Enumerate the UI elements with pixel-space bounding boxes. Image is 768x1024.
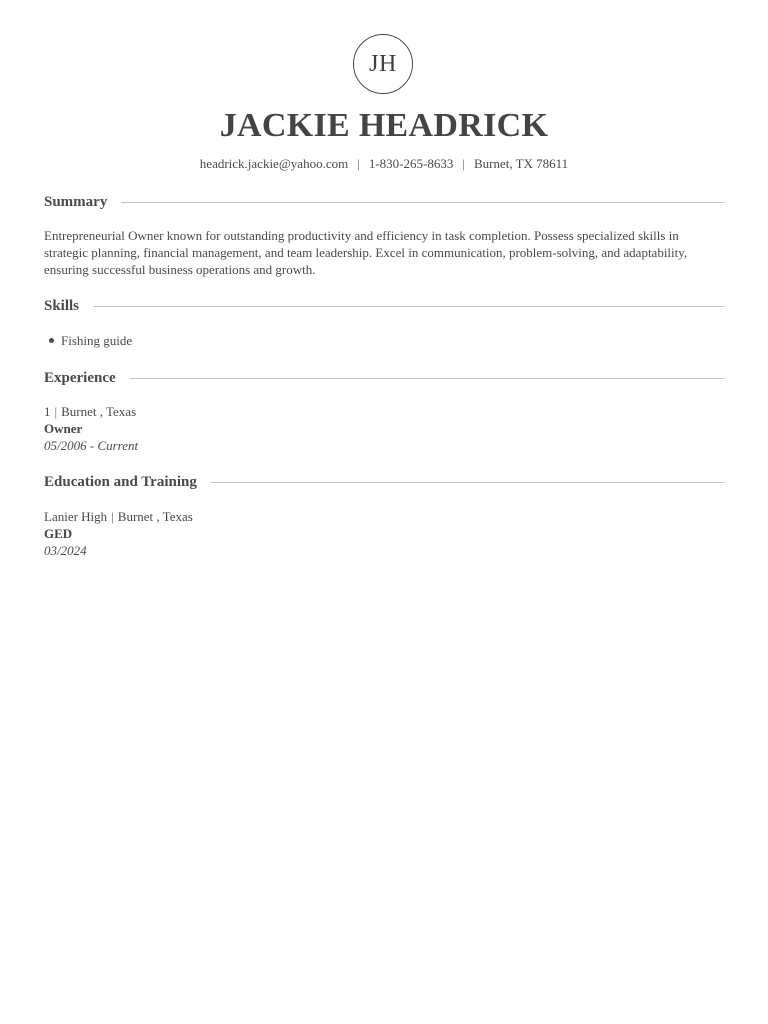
contact-separator: | [357, 156, 360, 171]
org-separator: | [54, 404, 58, 419]
education-dates: 03/2024 [44, 543, 87, 558]
monogram-initials: JH [369, 50, 397, 77]
education-section-header [44, 472, 724, 492]
education-location: Burnet , Texas [117, 509, 193, 524]
education-title: Education and Training [44, 473, 197, 490]
section-divider [121, 202, 724, 203]
summary-text: Entrepreneurial Owner known for outstanding productivity and efficiency in task completion. Possess specialized skills in strategic planning, financial management, and team leadership. Excel in communication, problem-solving, and adaptability, ensuring successful business operations and growth. [44, 228, 688, 277]
experience-section-header [44, 368, 724, 388]
skill-label: Fishing guide [61, 333, 133, 348]
summary-title: Summary [44, 193, 108, 210]
contact-email: headrick.jackie@yahoo.com [199, 156, 349, 171]
experience-location: Burnet , Texas [61, 404, 137, 419]
skills-title: Skills [44, 297, 80, 314]
summary-section-header [44, 192, 724, 212]
education-entry [44, 508, 726, 559]
section-divider [93, 306, 724, 307]
candidate-name: JACKIE HEADRICK [219, 107, 549, 144]
skills-section-header [44, 296, 724, 316]
skill-item [44, 332, 132, 349]
skills-list [44, 332, 132, 349]
experience-entry [44, 403, 726, 454]
experience-org-line [44, 403, 726, 420]
contact-phone: 1-830-265-8633 [368, 156, 454, 171]
experience-role: Owner [44, 421, 83, 436]
contact-separator: | [462, 156, 465, 171]
education-org-line [44, 508, 726, 525]
section-divider [130, 378, 724, 379]
contact-location: Burnet, TX 78611 [473, 156, 569, 171]
contact-line [0, 156, 768, 172]
experience-dates: 05/2006 - Current [44, 438, 139, 453]
monogram-badge [353, 34, 413, 94]
section-divider [211, 482, 724, 483]
education-degree: GED [44, 526, 73, 541]
experience-company: 1 [44, 404, 51, 419]
education-school: Lanier High [44, 509, 108, 524]
bullet-icon [49, 338, 54, 343]
org-separator: | [111, 509, 114, 524]
experience-title: Experience [44, 369, 116, 386]
